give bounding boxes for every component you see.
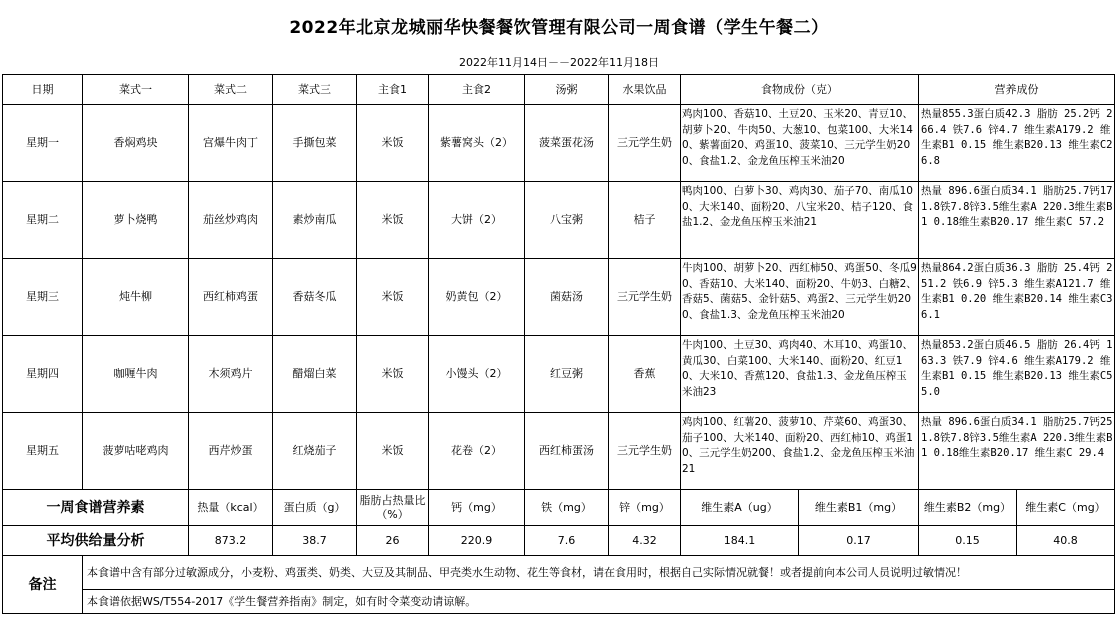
average-row bbox=[3, 526, 1115, 556]
header-soup: 汤粥 bbox=[525, 75, 609, 105]
dish1-cell: 咖喱牛肉 bbox=[83, 336, 189, 413]
table-row bbox=[3, 259, 1115, 336]
average-label: 平均供给量分析 bbox=[3, 526, 189, 556]
summary-label: 一周食谱营养素 bbox=[3, 490, 189, 526]
date-range: 2022年11月14日－－2022年11月18日 bbox=[459, 56, 659, 69]
summary-header-cell: 维生素B2（mg） bbox=[919, 490, 1017, 526]
staple2-cell: 大饼（2） bbox=[429, 182, 525, 259]
summary-header-cell: 铁（mg） bbox=[525, 490, 609, 526]
staple1-cell: 米饭 bbox=[357, 259, 429, 336]
ingredients-cell: 鸡肉100、香菇10、土豆20、玉米20、青豆10、胡萝卜20、牛肉50、大葱10、包菜100、大米140、紫薯面20、鸡蛋10、菠菜10、三元学生奶200、食盐1.2、金龙鱼压榨玉米油20 bbox=[681, 105, 919, 182]
header-dish2: 菜式二 bbox=[189, 75, 273, 105]
notes-row bbox=[3, 556, 1115, 590]
average-value: 38.7 bbox=[273, 526, 357, 556]
table-row bbox=[3, 182, 1115, 259]
fruit-cell: 三元学生奶 bbox=[609, 259, 681, 336]
page-title: 2022年北京龙城丽华快餐餐饮管理有限公司一周食谱（学生午餐二） bbox=[289, 17, 829, 38]
staple2-cell: 紫薯窝头（2） bbox=[429, 105, 525, 182]
dish3-cell: 素炒南瓜 bbox=[273, 182, 357, 259]
notes-label: 备注 bbox=[3, 556, 83, 614]
header-staple1: 主食1 bbox=[357, 75, 429, 105]
day-label: 星期四 bbox=[3, 336, 83, 413]
fruit-cell: 桔子 bbox=[609, 182, 681, 259]
ingredients-cell: 鸭肉100、白萝卜30、鸡肉30、茄子70、南瓜100、大米140、面粉20、八宝米20、桔子120、食盐1.2、金龙鱼压榨玉米油21 bbox=[681, 182, 919, 259]
header-dish1: 菜式一 bbox=[83, 75, 189, 105]
fruit-cell: 三元学生奶 bbox=[609, 413, 681, 490]
staple1-cell: 米饭 bbox=[357, 182, 429, 259]
table-row bbox=[3, 105, 1115, 182]
average-value: 26 bbox=[357, 526, 429, 556]
staple2-cell: 奶黄包（2） bbox=[429, 259, 525, 336]
dish1-cell: 炖牛柳 bbox=[83, 259, 189, 336]
soup-cell: 菠菜蛋花汤 bbox=[525, 105, 609, 182]
nutrition-cell: 热量864.2蛋白质36.3 脂肪 25.4钙 251.2 铁6.9 锌5.3 维生素A121.7 维生素B1 0.20 维生素B20.14 维生素C36.1 bbox=[919, 259, 1115, 336]
table-row bbox=[3, 336, 1115, 413]
summary-header-cell: 蛋白质（g） bbox=[273, 490, 357, 526]
header-staple2: 主食2 bbox=[429, 75, 525, 105]
nutrition-cell: 热量853.2蛋白质46.5 脂肪 26.4钙 163.3 铁7.9 锌4.6 维生素A179.2 维生素B1 0.15 维生素B20.13 维生素C55.0 bbox=[919, 336, 1115, 413]
day-label: 星期一 bbox=[3, 105, 83, 182]
average-value: 4.32 bbox=[609, 526, 681, 556]
average-value: 7.6 bbox=[525, 526, 609, 556]
day-label: 星期五 bbox=[3, 413, 83, 490]
day-label: 星期二 bbox=[3, 182, 83, 259]
summary-header-cell: 锌（mg） bbox=[609, 490, 681, 526]
header-dish3: 菜式三 bbox=[273, 75, 357, 105]
summary-header-cell: 钙（mg） bbox=[429, 490, 525, 526]
notes-row bbox=[3, 590, 1115, 614]
dish3-cell: 手撕包菜 bbox=[273, 105, 357, 182]
average-value: 220.9 bbox=[429, 526, 525, 556]
staple2-cell: 小馒头（2） bbox=[429, 336, 525, 413]
average-value: 184.1 bbox=[681, 526, 799, 556]
average-value: 0.15 bbox=[919, 526, 1017, 556]
nutrition-cell: 热量855.3蛋白质42.3 脂肪 25.2钙 266.4 铁7.6 锌4.7 维生素A179.2 维生素B1 0.15 维生素B20.13 维生素C26.8 bbox=[919, 105, 1115, 182]
dish2-cell: 西芹炒蛋 bbox=[189, 413, 273, 490]
header-date: 日期 bbox=[3, 75, 83, 105]
nutrition-cell: 热量 896.6蛋白质34.1 脂肪25.7钙171.8铁7.8锌3.5维生素A 220.3维生素B1 0.18维生素B20.17 维生素C 57.2 bbox=[919, 182, 1115, 259]
ingredients-cell: 牛肉100、胡萝卜20、西红柿50、鸡蛋50、冬瓜90、香菇10、大米140、面粉20、牛奶3、白糖2、香菇5、菌菇5、金针菇5、鸡蛋2、三元学生奶200、食盐1.3、金龙鱼压榨玉米油20 bbox=[681, 259, 919, 336]
average-value: 0.17 bbox=[799, 526, 919, 556]
summary-header-cell: 维生素B1（mg） bbox=[799, 490, 919, 526]
dish2-cell: 宫爆牛肉丁 bbox=[189, 105, 273, 182]
summary-header-cell: 热量（kcal） bbox=[189, 490, 273, 526]
average-value: 873.2 bbox=[189, 526, 273, 556]
dish2-cell: 木须鸡片 bbox=[189, 336, 273, 413]
soup-cell: 八宝粥 bbox=[525, 182, 609, 259]
header-fruit: 水果饮品 bbox=[609, 75, 681, 105]
dish3-cell: 香菇冬瓜 bbox=[273, 259, 357, 336]
summary-header-cell: 维生素C（mg） bbox=[1017, 490, 1115, 526]
fruit-cell: 三元学生奶 bbox=[609, 105, 681, 182]
ingredients-cell: 鸡肉100、红薯20、菠萝10、芹菜60、鸡蛋30、茄子100、大米140、面粉20、西红柿10、鸡蛋10、三元学生奶200、食盐1.2、金龙鱼压榨玉米油21 bbox=[681, 413, 919, 490]
dish2-cell: 西红柿鸡蛋 bbox=[189, 259, 273, 336]
notes-standard: 本食谱依据WS/T554-2017《学生餐营养指南》制定，如有时令菜变动请谅解。 bbox=[83, 590, 1115, 614]
summary-header-row bbox=[3, 490, 1115, 526]
table-row bbox=[3, 413, 1115, 490]
dish1-cell: 菠萝咕咾鸡肉 bbox=[83, 413, 189, 490]
staple2-cell: 花卷（2） bbox=[429, 413, 525, 490]
ingredients-cell: 牛肉100、土豆30、鸡肉40、木耳10、鸡蛋10、黄瓜30、白菜100、大米140、面粉20、红豆10、大米10、香蕉120、食盐1.3、金龙鱼压榨玉米油23 bbox=[681, 336, 919, 413]
day-label: 星期三 bbox=[3, 259, 83, 336]
staple1-cell: 米饭 bbox=[357, 336, 429, 413]
notes-allergen: 本食谱中含有部分过敏源成分，小麦粉、鸡蛋类、奶类、大豆及其制品、甲壳类水生动物、花生等食材，请在食用时，根据自己实际情况就餐！或者提前向本公司人员说明过敏情况！ bbox=[83, 556, 1115, 590]
soup-cell: 菌菇汤 bbox=[525, 259, 609, 336]
dish1-cell: 萝卜烧鸭 bbox=[83, 182, 189, 259]
header-nutrition: 营养成份 bbox=[919, 75, 1115, 105]
dish3-cell: 醋熘白菜 bbox=[273, 336, 357, 413]
nutrition-cell: 热量 896.6蛋白质34.1 脂肪25.7钙251.8铁7.8锌3.5维生素A 220.3维生素B1 0.18维生素B20.17 维生素C 29.4 bbox=[919, 413, 1115, 490]
dish3-cell: 红烧茄子 bbox=[273, 413, 357, 490]
menu-table bbox=[2, 74, 1115, 614]
header-ingredients: 食物成份（克） bbox=[681, 75, 919, 105]
soup-cell: 红豆粥 bbox=[525, 336, 609, 413]
dish2-cell: 茄丝炒鸡肉 bbox=[189, 182, 273, 259]
summary-header-cell: 脂肪占热量比（%） bbox=[357, 490, 429, 526]
staple1-cell: 米饭 bbox=[357, 413, 429, 490]
soup-cell: 西红柿蛋汤 bbox=[525, 413, 609, 490]
staple1-cell: 米饭 bbox=[357, 105, 429, 182]
header-row bbox=[3, 75, 1115, 105]
dish1-cell: 香焖鸡块 bbox=[83, 105, 189, 182]
average-value: 40.8 bbox=[1017, 526, 1115, 556]
fruit-cell: 香蕉 bbox=[609, 336, 681, 413]
summary-header-cell: 维生素A（ug） bbox=[681, 490, 799, 526]
